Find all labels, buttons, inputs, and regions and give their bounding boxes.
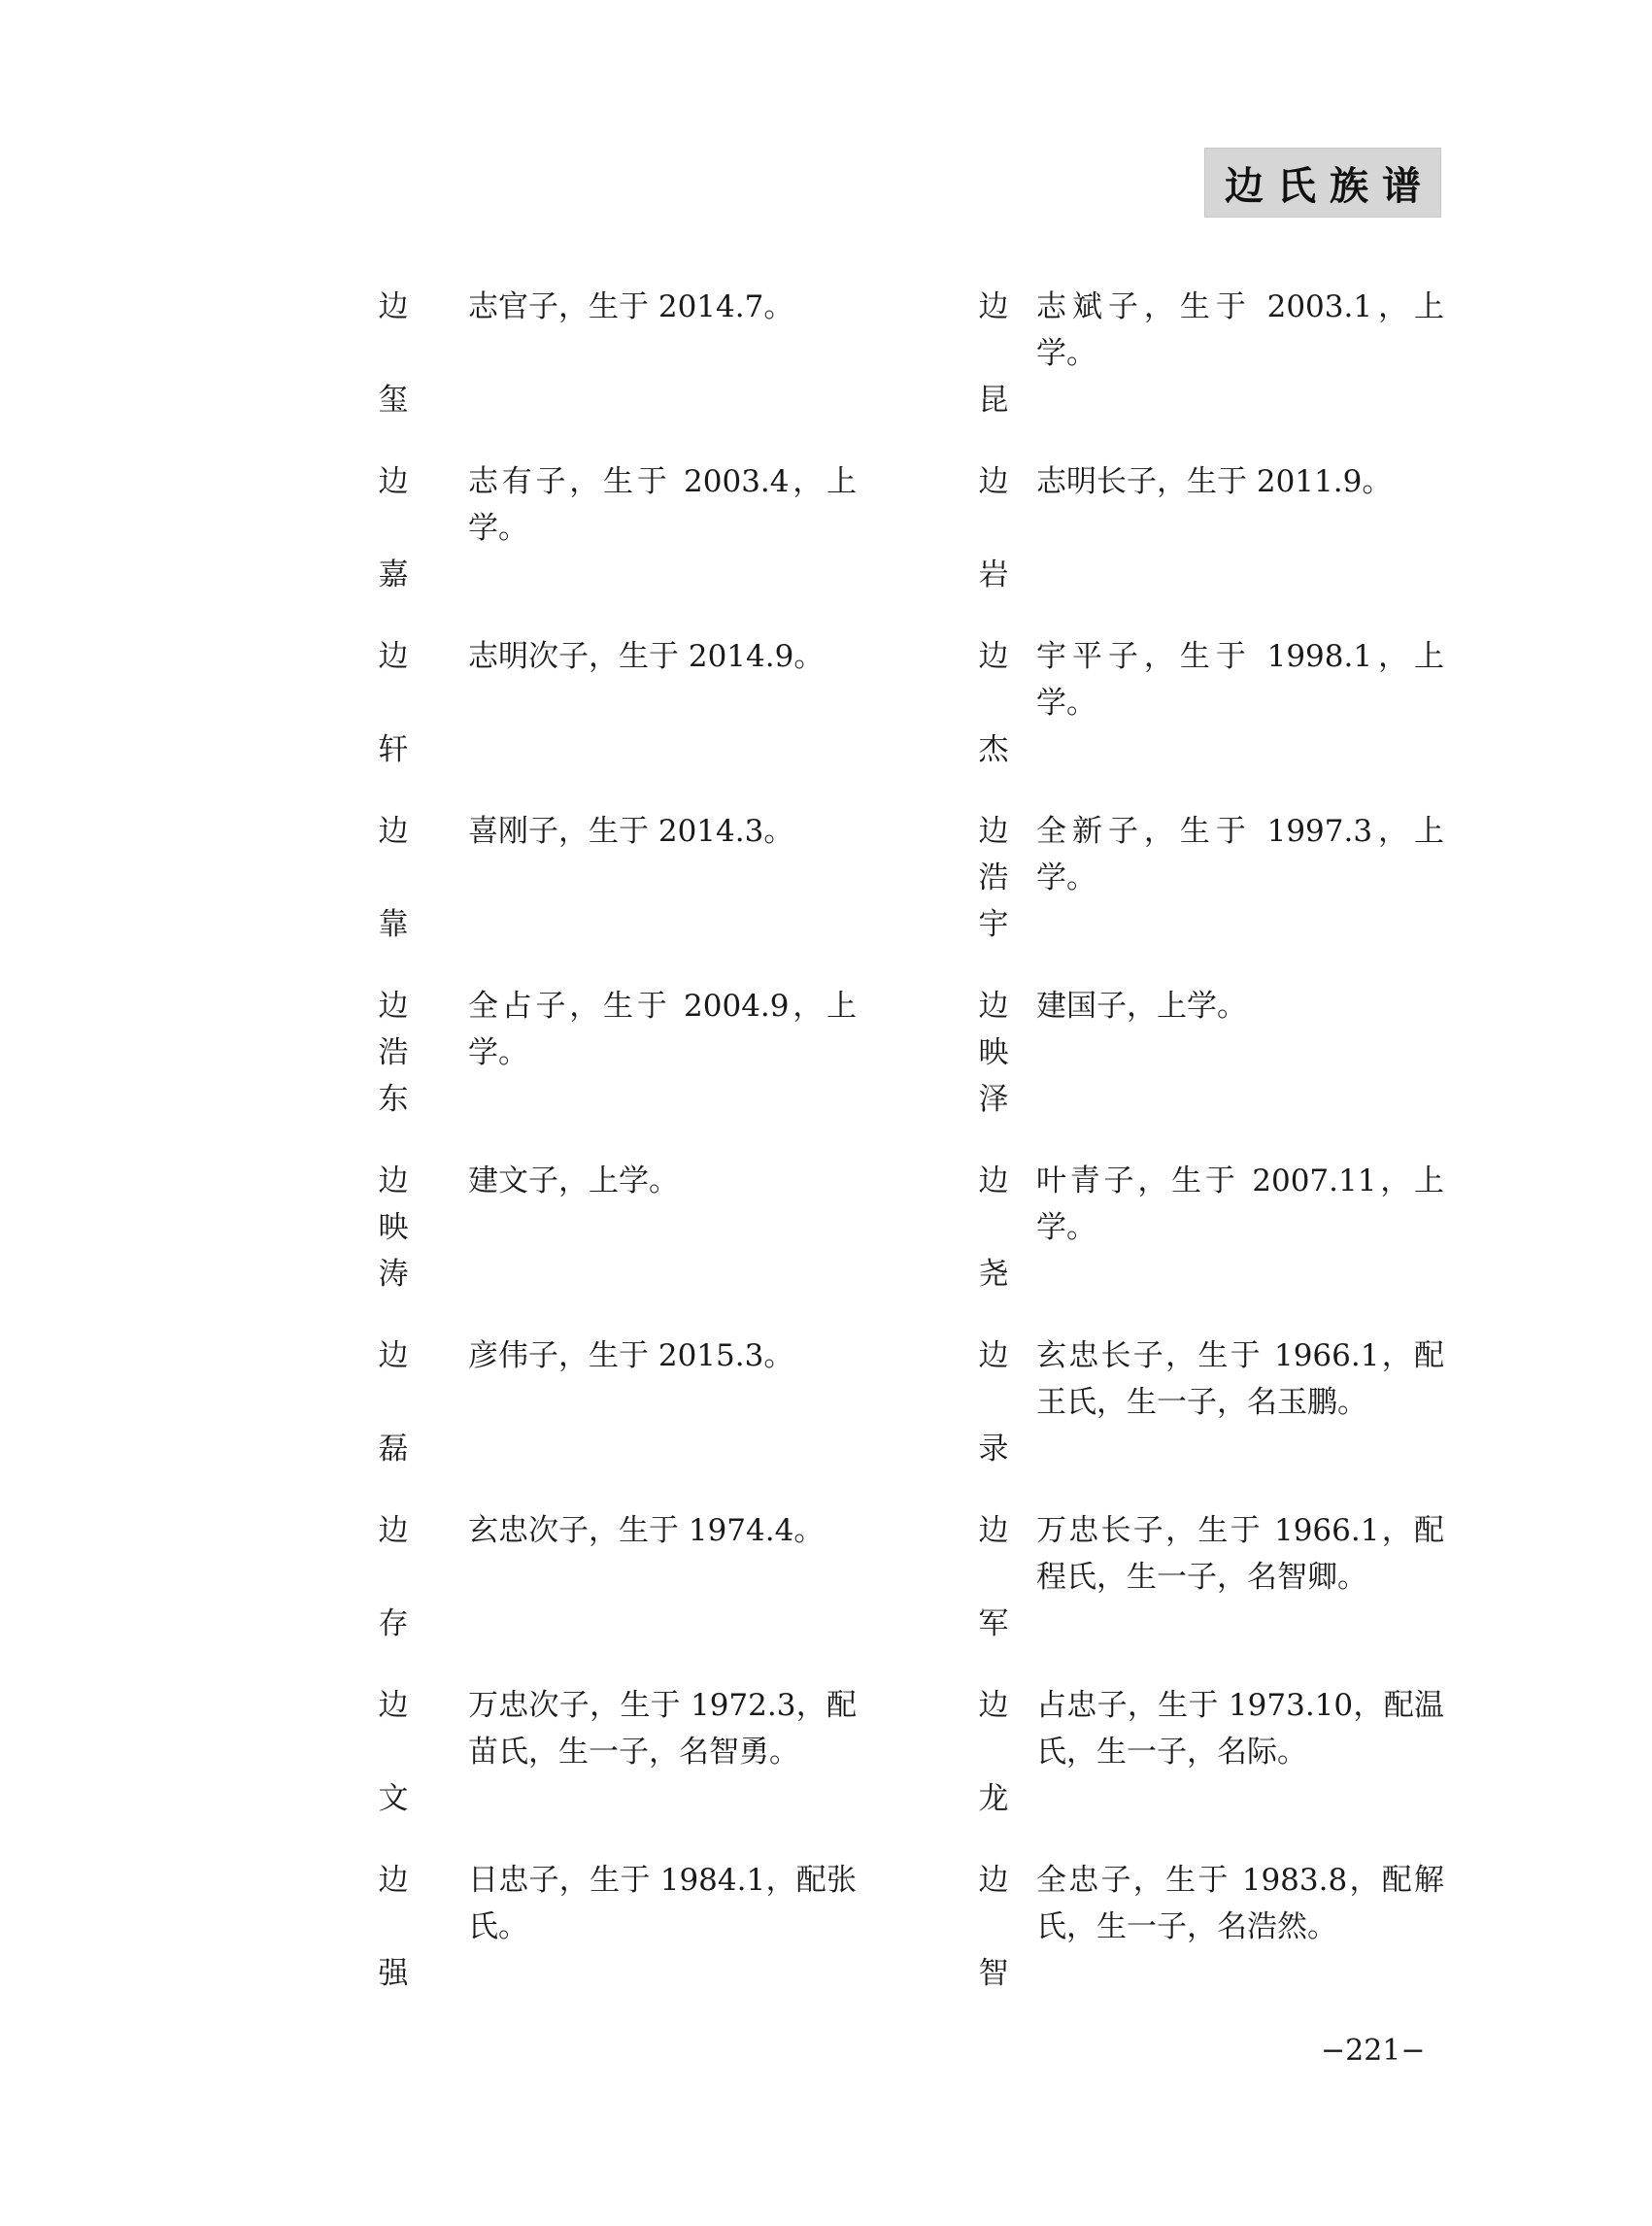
person-name [376,1507,411,1653]
person-name [976,1158,1011,1303]
person-description: 宇平子，生于 1998.1，上学。 [1036,639,1444,721]
person-description: 志斌子，生于 2003.1，上学。 [1036,289,1444,371]
person-name [376,808,411,954]
person-name [976,1682,1011,1828]
name-character: 存 [378,1606,409,1641]
name-character: 边 [978,1863,1009,1898]
person-name [976,1857,1011,2003]
person-description: 全占子，生于 2004.9，上学。 [468,989,857,1070]
person-name [376,1857,411,2003]
name-character: 文 [378,1781,409,1816]
name-character: 边 [378,1164,409,1198]
person-description: 玄忠次子，生于 1974.4。 [468,1513,825,1548]
genealogy-entry [976,808,1481,954]
genealogy-entry [976,1857,1481,2003]
person-name [376,633,411,779]
name-character: 边 [978,1338,1009,1373]
person-name [976,983,1011,1129]
name-character: 智 [978,1956,1009,1991]
name-character: 军 [978,1606,1009,1641]
genealogy-entry [976,1507,1481,1653]
person-name [376,983,411,1129]
name-character: 边 [378,814,409,849]
person-name [976,1507,1011,1653]
genealogy-entry [976,1158,1481,1303]
name-character: 边 [978,814,1009,849]
name-character: 边 [978,1164,1009,1198]
name-character: 泽 [978,1082,1009,1117]
name-character: 磊 [378,1432,409,1467]
genealogy-entry [376,633,881,779]
genealogy-entry [376,1158,881,1303]
name-character: 边 [978,464,1009,499]
person-name [376,458,411,604]
person-name [976,458,1011,604]
name-character: 边 [978,1513,1009,1548]
name-character: 玺 [378,383,409,418]
name-character: 边 [378,464,409,499]
person-description: 占忠子，生于 1973.10，配温氏，生一子，名际。 [1036,1688,1444,1770]
header-title: 边氏族谱 [1225,162,1434,209]
name-character: 尧 [978,1257,1009,1292]
person-name [376,1332,411,1478]
person-name [376,1682,411,1828]
name-character: 边 [378,1338,409,1373]
person-description: 志明次子，生于 2014.9。 [468,639,825,674]
name-character: 岩 [978,557,1009,592]
person-description: 全忠子，生于 1983.8，配解氏，生一子，名浩然。 [1036,1863,1444,1944]
name-character: 宇 [978,907,1009,942]
header-title-box [1204,148,1441,218]
name-character: 浩 [378,1035,409,1070]
genealogy-entry [376,808,881,954]
person-name [976,633,1011,779]
name-character: 靠 [378,907,409,942]
person-description: 全新子，生于 1997.3，上学。 [1036,814,1444,895]
person-name [976,808,1011,954]
person-description: 喜刚子，生于 2014.3。 [468,814,794,849]
genealogy-entry [976,1332,1481,1478]
genealogy-entry [376,1857,881,2003]
name-character: 边 [378,639,409,674]
person-description: 建国子，上学。 [1036,989,1247,1024]
name-character: 昆 [978,383,1009,418]
person-description: 彦伟子，生于 2015.3。 [468,1338,794,1373]
genealogy-entry [976,633,1481,779]
genealogy-entry [376,284,881,429]
name-character: 边 [378,989,409,1024]
name-character: 边 [378,1513,409,1548]
name-character: 边 [378,1863,409,1898]
person-description: 万忠次子，生于 1972.3，配苗氏，生一子，名智勇。 [468,1688,857,1770]
genealogy-entry [376,983,881,1129]
name-character: 杰 [978,732,1009,767]
name-character: 嘉 [378,557,409,592]
person-description: 志明长子，生于 2011.9。 [1036,464,1393,499]
person-description: 万忠长子，生于 1966.1，配程氏，生一子，名智卿。 [1036,1513,1444,1595]
name-character: 边 [978,1688,1009,1723]
person-description: 志官子，生于 2014.7。 [468,289,794,324]
name-character: 边 [978,639,1009,674]
person-name [376,284,411,429]
name-character: 边 [378,1688,409,1723]
name-character: 东 [378,1082,409,1117]
name-character: 映 [378,1210,409,1245]
name-character: 浩 [978,860,1009,895]
name-character: 涛 [378,1257,409,1292]
name-character: 映 [978,1035,1009,1070]
genealogy-entry [976,983,1481,1129]
name-character: 录 [978,1432,1009,1467]
genealogy-entry [376,1682,881,1828]
name-character: 轩 [378,732,409,767]
page-number: −221− [1321,2034,1426,2068]
genealogy-entry [376,458,881,604]
genealogy-entry [976,284,1481,429]
person-name [976,284,1011,429]
name-character: 边 [378,289,409,324]
genealogy-entry [376,1332,881,1478]
person-name [376,1158,411,1303]
name-character: 强 [378,1956,409,1991]
person-description: 玄忠长子，生于 1966.1，配王氏，生一子，名玉鹏。 [1036,1338,1444,1420]
name-character: 龙 [978,1781,1009,1816]
person-description: 日忠子，生于 1984.1，配张氏。 [468,1863,857,1944]
name-character: 边 [978,289,1009,324]
person-name [976,1332,1011,1478]
genealogy-entry [976,1682,1481,1828]
genealogy-entry [376,1507,881,1653]
person-description: 志有子，生于 2003.4，上学。 [468,464,857,546]
person-description: 叶青子，生于 2007.11，上学。 [1036,1164,1444,1245]
name-character: 边 [978,989,1009,1024]
genealogy-entry [976,458,1481,604]
person-description: 建文子，上学。 [468,1164,679,1198]
